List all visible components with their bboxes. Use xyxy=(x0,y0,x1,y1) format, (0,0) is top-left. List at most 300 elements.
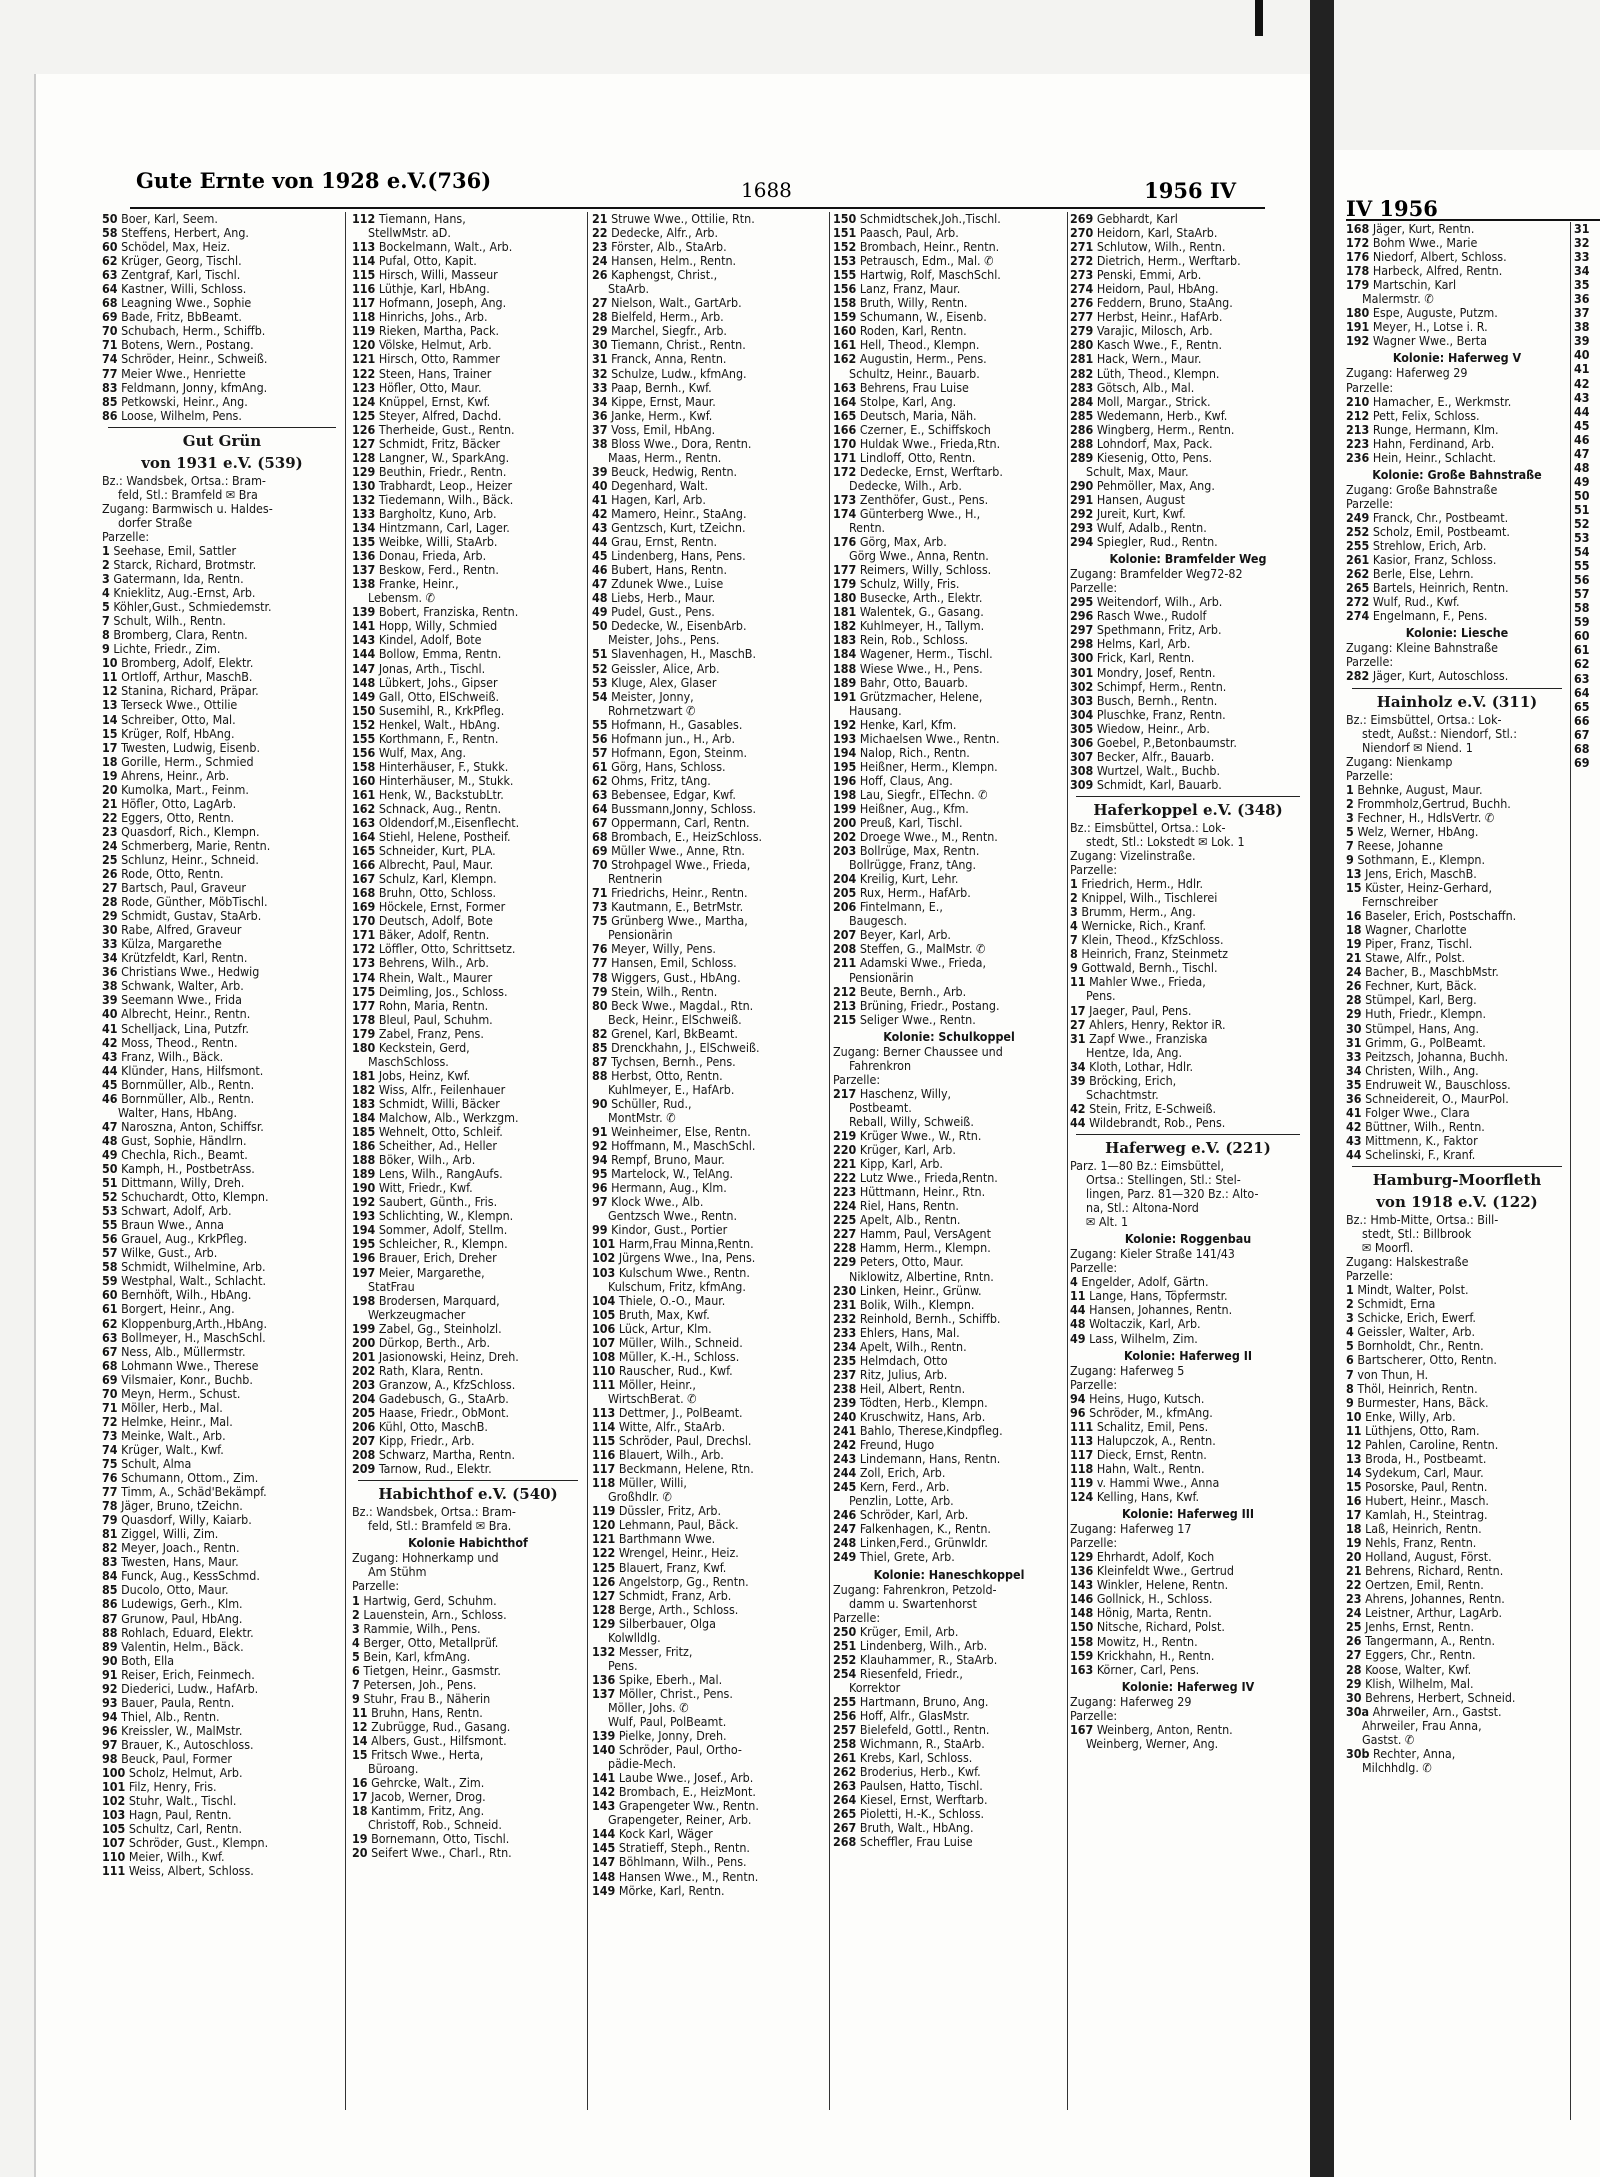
parcel-entry xyxy=(352,1153,584,1167)
parcel-number: 272 xyxy=(1346,595,1370,610)
parcel-entry xyxy=(1346,951,1568,965)
parcel-number: 125 xyxy=(592,1560,616,1575)
parcel-entry xyxy=(352,633,584,647)
parcel-entry xyxy=(592,1855,827,1869)
tenant-name: Kiesel, Ernst, Werftarb. xyxy=(859,1793,988,1808)
parcel-entry xyxy=(1574,264,1600,278)
parcel-number: 117 xyxy=(1070,1447,1094,1462)
tenant-name: Rechter, Anna, xyxy=(1373,1746,1456,1761)
parcel-entry xyxy=(352,1027,584,1041)
parcel-number: 97 xyxy=(102,1737,118,1752)
parcel-number: 51 xyxy=(102,1176,118,1191)
parcel-entry xyxy=(1574,643,1600,657)
parcel-number: 3 xyxy=(1070,905,1078,920)
parcel-number: 163 xyxy=(352,816,376,831)
parcel-number: 171 xyxy=(833,450,857,465)
parcel-entry xyxy=(1070,535,1306,549)
tenant-name: Schröder, Gust., Klempn. xyxy=(128,1836,269,1851)
parcel-entry xyxy=(833,956,1065,970)
tenant-name: Heißner, Aug., Kfm. xyxy=(859,801,969,816)
tenant-name: Kamph, H., PostbetrAss. xyxy=(121,1162,255,1176)
tenant-name: Hansen, Helm., Rentn. xyxy=(611,254,737,269)
parcel-number: 203 xyxy=(833,844,857,859)
parcel-entry xyxy=(352,872,584,886)
parcel-number: 40 xyxy=(102,1007,118,1022)
parcel-number: 91 xyxy=(102,1667,118,1682)
parcel-entry xyxy=(1346,1677,1568,1691)
parcel-number: 46 xyxy=(592,563,608,578)
parcel-entry xyxy=(1346,783,1568,797)
parcel-number: 36 xyxy=(1574,292,1590,307)
parcel-entry xyxy=(1346,1592,1568,1606)
parcel-number: 296 xyxy=(1070,609,1094,624)
parcel-entry xyxy=(102,1050,342,1064)
tenant-name: Lange, Hans, Töpfermstr. xyxy=(1089,1289,1228,1304)
parcel-number: 71 xyxy=(102,1400,118,1415)
tenant-name: Filz, Henry, Fris. xyxy=(128,1780,217,1795)
tenant-name: Schultz, Carl, Rentn. xyxy=(128,1822,243,1837)
parcel-entry xyxy=(102,1471,342,1485)
parcel-entry xyxy=(1070,1116,1306,1130)
parcel-number: 158 xyxy=(1070,1634,1094,1649)
parcel-number: 24 xyxy=(1346,1606,1362,1621)
parcel-number: 65 xyxy=(1574,699,1590,714)
parcel-number: 54 xyxy=(1574,545,1590,560)
column-5 xyxy=(1070,212,1306,1751)
tenant-name: Kluge, Alex, Glaser xyxy=(611,675,717,690)
tenant-name: Bleul, Paul, Schuhm. xyxy=(378,1012,493,1027)
parcel-entry xyxy=(102,1654,342,1668)
parcel-entry xyxy=(592,1645,827,1659)
parcel-number: 70 xyxy=(102,324,118,339)
parcel-entry xyxy=(102,727,342,741)
parcel-number: 1 xyxy=(1346,1283,1354,1298)
parcel-number: 100 xyxy=(102,1766,126,1781)
parcel-entry xyxy=(1070,1663,1306,1677)
tenant-name: Bacher, B., MaschbMstr. xyxy=(1365,965,1499,980)
parcel-number: 78 xyxy=(592,970,608,985)
parcel-number: 135 xyxy=(352,535,376,550)
parcel-entry xyxy=(833,1625,1065,1639)
parcel-number: 280 xyxy=(1070,338,1094,353)
parcel-entry xyxy=(102,1682,342,1696)
parcel-number: 133 xyxy=(352,506,376,521)
parcel-entry xyxy=(1346,1325,1568,1339)
parcel-entry xyxy=(592,1266,827,1280)
tenant-name: Günterberg Wwe., H., xyxy=(859,506,981,521)
parcel-entry xyxy=(102,951,342,965)
parcel-number: 252 xyxy=(833,1652,857,1667)
tenant-name: Bollrüge, Max, Rentn. xyxy=(859,844,980,859)
tenant-name: Kloppenburg,Arth.,HbAng. xyxy=(121,1316,267,1331)
association-info: Parzelle: xyxy=(833,1072,881,1087)
parcel-entry xyxy=(352,1125,584,1139)
parcel-number: 66 xyxy=(1574,713,1590,728)
parcel-number: 111 xyxy=(102,1864,126,1879)
parcel-number: 97 xyxy=(592,1195,608,1210)
tenant-name: Wulf, Rud., Kwf. xyxy=(1372,595,1460,610)
tenant-name: Heil, Albert, Rentn. xyxy=(859,1381,966,1396)
parcel-entry xyxy=(1070,1004,1306,1018)
parcel-number: 122 xyxy=(352,366,376,381)
tenant-name: Winkler, Helene, Rentn. xyxy=(1096,1578,1229,1593)
parcel-number: 28 xyxy=(1346,1662,1362,1677)
parcel-number: 37 xyxy=(592,422,608,437)
tenant-name: Kantimm, Fritz, Ang. xyxy=(371,1804,485,1819)
parcel-entry xyxy=(592,1139,827,1153)
tenant-name: Meyer, Joach., Rentn. xyxy=(121,1541,240,1556)
parcel-entry xyxy=(102,1626,342,1640)
parcel-entry xyxy=(592,886,827,900)
parcel-number: 81 xyxy=(102,1527,118,1542)
tenant-name: Düssler, Fritz, Arb. xyxy=(618,1504,722,1519)
tenant-name: Schneider, Kurt, PLA. xyxy=(378,844,496,859)
parcel-entry xyxy=(833,1709,1065,1723)
parcel-entry xyxy=(352,493,584,507)
parcel-entry xyxy=(102,1836,342,1850)
parcel-number: 173 xyxy=(833,492,857,507)
parcel-number: 159 xyxy=(833,310,857,325)
entry-continuation: Schachtmstr. xyxy=(1086,1087,1159,1102)
tenant-name: Harm,Frau Minna,Rentn. xyxy=(618,1237,754,1252)
parcel-number: 136 xyxy=(592,1672,616,1687)
parcel-entry xyxy=(1346,306,1568,320)
parcel-number: 177 xyxy=(833,563,857,578)
parcel-entry xyxy=(1070,212,1306,226)
parcel-entry xyxy=(1070,750,1306,764)
parcel-entry xyxy=(1070,1032,1306,1046)
tenant-name: Reese, Johanne xyxy=(1357,838,1443,853)
parcel-entry xyxy=(1574,728,1600,742)
parcel-number: 176 xyxy=(833,535,857,550)
parcel-entry xyxy=(833,928,1065,942)
parcel-number: 262 xyxy=(1346,567,1370,582)
parcel-entry xyxy=(352,423,584,437)
entry-continuation: ✉ Alt. 1 xyxy=(1086,1215,1129,1230)
parcel-entry xyxy=(1070,507,1306,521)
tenant-name: Stolpe, Karl, Ang. xyxy=(859,394,957,409)
tenant-name: Bollmeyer, H., MaschSchl. xyxy=(121,1330,266,1345)
entry-continuation: Reball, Willy, Schweiß. xyxy=(849,1115,974,1129)
tenant-name: Kreilig, Kurt, Lehr. xyxy=(859,872,959,887)
parcel-entry xyxy=(833,577,1065,591)
association-info: Parzelle: xyxy=(1070,863,1118,878)
tenant-name: Schwart, Adolf, Arb. xyxy=(121,1204,232,1219)
parcel-number: 116 xyxy=(352,282,376,297)
tenant-name: Stein, Wilh., Rentn. xyxy=(611,984,718,999)
parcel-entry xyxy=(833,1326,1065,1340)
parcel-entry xyxy=(833,732,1065,746)
tenant-name: Hagen, Karl, Arb. xyxy=(611,492,706,507)
parcel-number: 63 xyxy=(592,787,608,802)
parcel-number: 107 xyxy=(592,1335,616,1350)
tenant-name: Spethmann, Fritz, Arb. xyxy=(1096,623,1222,638)
parcel-number: 59 xyxy=(1574,615,1590,630)
parcel-number: 90 xyxy=(102,1653,118,1668)
parcel-number: 24 xyxy=(592,254,608,269)
tenant-name: Ehrhardt, Adolf, Koch xyxy=(1096,1550,1215,1565)
parcel-entry xyxy=(352,1406,584,1420)
parcel-entry xyxy=(833,1227,1065,1241)
tenant-name: Bargholtz, Kuno, Arb. xyxy=(378,506,497,521)
parcel-entry xyxy=(592,535,827,549)
tenant-name: Keckstein, Gerd, xyxy=(378,1040,470,1055)
parcel-number: 50 xyxy=(102,1162,118,1176)
tenant-name: Busch, Bernh., Rentn. xyxy=(1096,693,1218,708)
tenant-name: Grützmacher, Helene, xyxy=(859,689,983,704)
parcel-number: 140 xyxy=(592,1743,616,1758)
parcel-number: 279 xyxy=(1070,324,1094,339)
tenant-name: Beskow, Ferd., Rentn. xyxy=(378,563,499,578)
parcel-entry xyxy=(102,614,342,628)
parcel-entry xyxy=(352,282,584,296)
parcel-number: 37 xyxy=(1574,306,1590,321)
parcel-number: 143 xyxy=(352,633,376,648)
parcel-entry xyxy=(592,971,827,985)
parcel-number: 232 xyxy=(833,1311,857,1326)
parcel-number: 19 xyxy=(102,768,118,783)
tenant-name: Lüthjens, Otto, Ram. xyxy=(1365,1423,1480,1438)
parcel-entry xyxy=(1574,489,1600,503)
parcel-number: 230 xyxy=(833,1283,857,1298)
parcel-entry xyxy=(1346,839,1568,853)
parcel-number: 33 xyxy=(1574,250,1590,265)
parcel-number: 77 xyxy=(102,366,118,381)
tenant-name: Meier, Wilh., Kwf. xyxy=(128,1850,225,1865)
parcel-entry xyxy=(1346,1438,1568,1452)
parcel-number: 28 xyxy=(102,895,118,910)
parcel-number: 276 xyxy=(1070,296,1094,311)
tenant-name: Kaphengst, Christ., xyxy=(611,268,718,283)
tenant-name: Wagener, Herm., Tischl. xyxy=(859,647,993,662)
parcel-entry xyxy=(592,605,827,619)
parcel-entry xyxy=(1346,1705,1568,1719)
entry-continuation: Hausang. xyxy=(849,703,902,718)
entry-continuation: Ahrweiler, Frau Anna, xyxy=(1362,1718,1482,1733)
association-info: Bz.: Wandsbek, Ortsa.: Bram- xyxy=(102,473,266,488)
tenant-name: Burmester, Hans, Bäck. xyxy=(1357,1395,1489,1410)
tenant-name: Eggers, Otto, Rentn. xyxy=(121,810,235,825)
parcel-entry xyxy=(592,1561,827,1575)
column-rule xyxy=(345,212,346,2110)
parcel-number: 12 xyxy=(1346,1437,1362,1452)
tenant-name: Schimpf, Herm., Rentn. xyxy=(1096,679,1227,694)
parcel-number: 38 xyxy=(592,436,608,451)
parcel-entry xyxy=(1070,479,1306,493)
right-page-header-rule xyxy=(1346,219,1600,221)
parcel-entry xyxy=(102,979,342,993)
tenant-name: Hell, Theod., Klempn. xyxy=(859,338,980,353)
tenant-name: Bromberg, Clara, Rentn. xyxy=(113,628,248,643)
parcel-entry xyxy=(352,1664,584,1678)
tenant-name: Rux, Herm., HafArb. xyxy=(859,886,971,901)
colony-heading: Kolonie: Haferweg IV xyxy=(1121,1679,1255,1694)
parcel-number: 235 xyxy=(833,1353,857,1368)
tenant-name: Wernicke, Rich., Kranf. xyxy=(1081,919,1207,934)
association-info: Zugang: Bramfelder Weg72-82 xyxy=(1070,567,1243,582)
parcel-number: 233 xyxy=(833,1325,857,1340)
tenant-name: Zenthöfer, Gust., Pens. xyxy=(859,492,989,507)
parcel-entry xyxy=(592,1617,827,1631)
parcel-number: 219 xyxy=(833,1129,857,1144)
tenant-name: Rohn, Maria, Rentn. xyxy=(378,998,489,1013)
parcel-entry xyxy=(1346,1747,1568,1761)
tenant-name: Huldak Wwe., Frieda,Rtn. xyxy=(859,436,1001,451)
tenant-name: Michaelsen Wwe., Rentn. xyxy=(859,731,1000,746)
parcel-entry xyxy=(592,352,827,366)
parcel-entry xyxy=(1346,979,1568,993)
parcel-number: 18 xyxy=(1346,923,1362,938)
parcel-number: 56 xyxy=(1574,573,1590,588)
tenant-name: Witte, Alfr., StaArb. xyxy=(618,1420,726,1435)
parcel-number: 305 xyxy=(1070,721,1094,736)
tenant-name: Bornemann, Otto, Tischl. xyxy=(371,1832,510,1847)
parcel-entry xyxy=(102,642,342,656)
parcel-entry xyxy=(352,802,584,816)
parcel-number: 198 xyxy=(833,787,857,802)
parcel-entry xyxy=(1346,1466,1568,1480)
parcel-entry xyxy=(352,395,584,409)
entry-continuation: Wulf, Paul, PolBeamt. xyxy=(608,1715,727,1730)
association-heading: Habichthof e.V. (540) xyxy=(378,1485,558,1504)
entry-continuation: Milchhdlg. ✆ xyxy=(1362,1760,1432,1775)
parcel-number: 136 xyxy=(352,549,376,564)
parcel-number: 11 xyxy=(1070,1289,1086,1304)
parcel-number: 156 xyxy=(833,282,857,297)
tenant-name: Tiemann, Christ., Rentn. xyxy=(611,338,746,353)
tenant-name: Kock Karl, Wäger xyxy=(618,1827,713,1842)
parcel-entry xyxy=(1346,1424,1568,1438)
column-4 xyxy=(833,212,1065,1849)
tenant-name: Görg, Max, Arb. xyxy=(859,535,947,550)
parcel-number: 87 xyxy=(102,1611,118,1626)
parcel-number: 102 xyxy=(102,1794,126,1809)
parcel-number: 29 xyxy=(1346,1676,1362,1691)
parcel-number: 201 xyxy=(352,1349,376,1364)
tenant-name: Bauer, Paula, Rentn. xyxy=(121,1695,235,1710)
tenant-name: Sommer, Adolf, Stellm. xyxy=(378,1223,508,1238)
parcel-number: 309 xyxy=(1070,777,1094,792)
parcel-entry xyxy=(352,1364,584,1378)
tenant-name: Strohpagel Wwe., Frieda, xyxy=(611,858,751,873)
parcel-number: 34 xyxy=(1346,1063,1362,1078)
tenant-name: Harbeck, Alfred, Rentn. xyxy=(1372,264,1503,279)
parcel-entry xyxy=(1574,756,1600,770)
parcel-number: 43 xyxy=(102,1049,118,1064)
parcel-entry xyxy=(102,895,342,909)
parcel-entry xyxy=(592,1589,827,1603)
parcel-entry xyxy=(1070,1434,1306,1448)
tenant-name: Korthmann, F., Rentn. xyxy=(378,731,499,746)
tenant-name: Haschenz, Willy, xyxy=(859,1086,952,1101)
association-info: Bz.: Wandsbek, Ortsa.: Bram- xyxy=(352,1505,516,1520)
parcel-number: 194 xyxy=(833,745,857,760)
tenant-name: Broderius, Herb., Kwf. xyxy=(859,1765,981,1780)
parcel-number: 186 xyxy=(352,1139,376,1154)
tenant-name: von Thun, H. xyxy=(1357,1367,1429,1382)
tenant-name: Botens, Wern., Postang. xyxy=(121,338,254,353)
parcel-entry xyxy=(102,1710,342,1724)
parcel-number: 179 xyxy=(1346,278,1370,293)
tenant-name: Köhler,Gust., Schmiedemstr. xyxy=(113,600,272,615)
parcel-entry xyxy=(352,324,584,338)
parcel-entry xyxy=(592,1673,827,1687)
parcel-entry xyxy=(592,647,827,661)
parcel-entry xyxy=(102,240,342,254)
tenant-name: Behrens, Wilh., Arb. xyxy=(378,956,489,971)
parcel-entry xyxy=(102,1808,342,1822)
tenant-name: Schmidt, Wilhelmine, Arb. xyxy=(121,1260,266,1275)
parcel-number: 268 xyxy=(833,1835,857,1850)
parcel-number: 5 xyxy=(352,1649,360,1664)
parcel-entry xyxy=(102,1022,342,1036)
parcel-number: 272 xyxy=(1070,254,1094,269)
tenant-name: Dedecke, Alfr., Arb. xyxy=(611,226,719,241)
tenant-name: Silberbauer, Olga xyxy=(618,1616,716,1631)
parcel-number: 255 xyxy=(833,1694,857,1709)
parcel-entry xyxy=(352,1209,584,1223)
parcel-number: 60 xyxy=(102,240,118,255)
parcel-number: 53 xyxy=(102,1204,118,1219)
tenant-name: Kloth, Lothar, Hdlr. xyxy=(1089,1059,1194,1074)
parcel-entry xyxy=(1070,240,1306,254)
entry-continuation: damm u. Swartenhorst xyxy=(849,1596,977,1611)
parcel-number: 75 xyxy=(102,1456,118,1471)
association-info: Zugang: Haferweg 17 xyxy=(1070,1522,1192,1537)
parcel-number: 128 xyxy=(352,450,376,465)
association-info: Zugang: Nienkamp xyxy=(1346,754,1453,769)
tenant-name: Brombach, Heinr., Rentn. xyxy=(859,240,1000,255)
entry-continuation: Ortsa.: Stellingen, Stl.: Stel- xyxy=(1086,1173,1241,1187)
parcel-number: 5 xyxy=(1346,1339,1354,1354)
parcel-number: 263 xyxy=(833,1779,857,1794)
parcel-entry xyxy=(1070,1448,1306,1462)
parcel-number: 300 xyxy=(1070,651,1094,666)
parcel-entry xyxy=(1070,1275,1306,1289)
parcel-entry xyxy=(1070,1550,1306,1564)
parcel-entry xyxy=(1574,742,1600,756)
tenant-name: Langner, W., SparkAng. xyxy=(378,450,510,465)
entry-continuation: Beck, Heinr., ElSchweiß. xyxy=(608,1012,742,1027)
tenant-name: Lindemann, Hans, Rentn. xyxy=(859,1452,1001,1467)
association-info: Parzelle: xyxy=(352,1579,400,1594)
parcel-number: 128 xyxy=(592,1602,616,1617)
tenant-name: Dettmer, J., PolBeamt. xyxy=(618,1405,743,1420)
parcel-entry xyxy=(1070,694,1306,708)
tenant-name: Schmidtschek,Joh.,Tischl. xyxy=(859,212,1001,226)
parcel-entry xyxy=(102,1513,342,1527)
tenant-name: Hein, Heinr., Schlacht. xyxy=(1372,450,1497,465)
parcel-number: 19 xyxy=(1346,937,1362,952)
parcel-number: 86 xyxy=(102,1597,118,1612)
tenant-name: Kühl, Otto, MaschB. xyxy=(378,1420,488,1435)
tenant-name: Fritsch Wwe., Herta, xyxy=(371,1748,484,1763)
parcel-number: 7 xyxy=(1346,838,1354,853)
tenant-name: Lindenberg, Hans, Pens. xyxy=(611,549,746,564)
tenant-name: v. Hammi Wwe., Anna xyxy=(1096,1475,1220,1490)
tenant-name: Hamm, Paul, VersAgent xyxy=(859,1227,991,1242)
parcel-number: 126 xyxy=(592,1574,616,1589)
tenant-name: Behrens, Frau Luise xyxy=(859,380,969,395)
tenant-name: Heinrich, Franz, Steinmetz xyxy=(1081,947,1229,962)
entry-continuation: feld, Stl.: Bramfeld ✉ Bra. xyxy=(368,1519,512,1534)
tenant-name: Schwarz, Martha, Rentn. xyxy=(378,1448,516,1463)
tenant-name: Scholz, Emil, Postbeamt. xyxy=(1372,524,1510,539)
parcel-number: 57 xyxy=(102,1246,118,1261)
parcel-entry xyxy=(352,1294,584,1308)
parcel-number: 69 xyxy=(102,1372,118,1387)
parcel-number: 36 xyxy=(592,408,608,423)
